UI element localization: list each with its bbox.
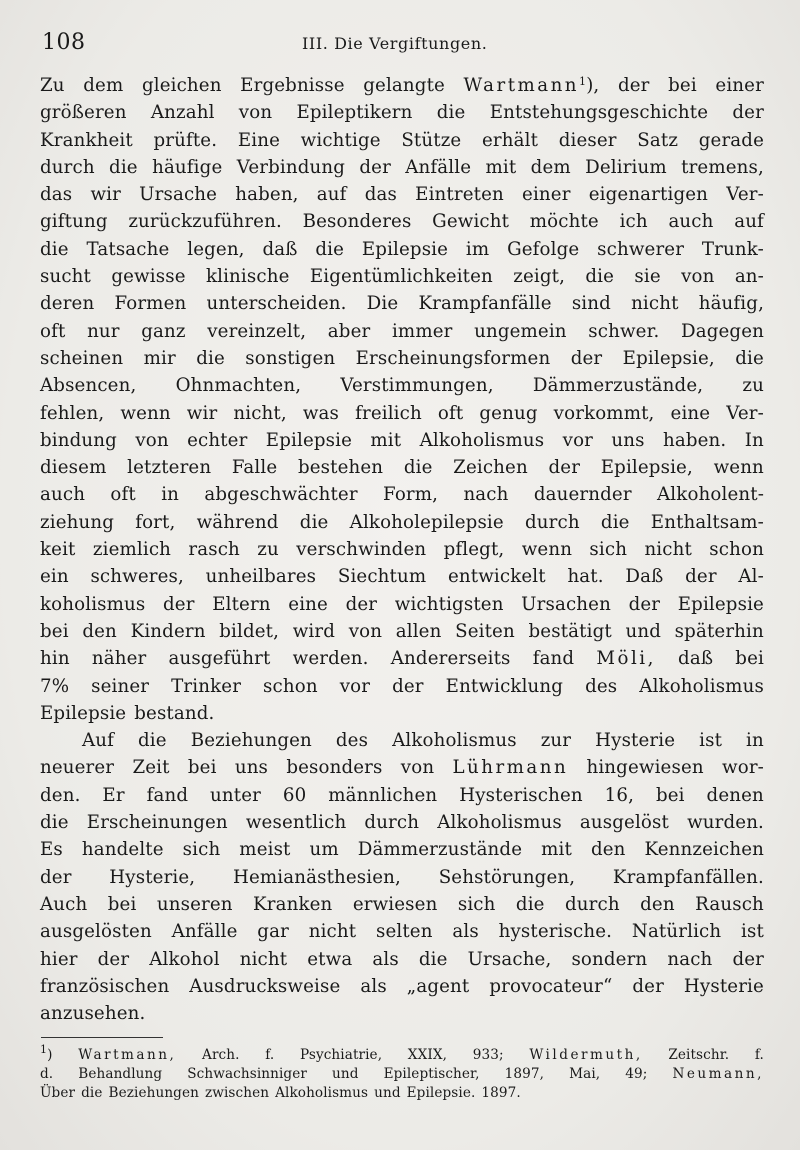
text-line: auch oft in abgeschwächter Form, nach dauernder Alkoholent- bbox=[40, 484, 764, 506]
text-line: ziehung fort, während die Alkoholepilepsie durch die Enthaltsam- bbox=[40, 511, 764, 533]
text-line: ausgelösten Anfälle gar nicht selten als hysterische. Natürlich ist bbox=[40, 921, 764, 943]
page-header bbox=[42, 30, 762, 58]
text-line: diesem letzteren Falle bestehen die Zeichen der Epilepsie, wenn bbox=[40, 457, 764, 479]
text-line: durch die häufige Verbindung der Anfälle mit dem Delirium tremens, bbox=[40, 156, 764, 178]
text-line: Auch bei unseren Kranken erwiesen sich die durch den Rausch bbox=[40, 893, 764, 915]
footnote-line: $^1$) Wartmann, Arch. f. Psychiatrie, XXIX, 933; Wildermuth, Zeitschr. f. bbox=[40, 1043, 764, 1063]
text-line: sucht gewisse klinische Eigentümlichkeiten zeigt, die sie von an- bbox=[40, 266, 764, 288]
text-line: den. Er fand unter 60 männlichen Hysterischen 16, bei denen bbox=[40, 784, 764, 806]
text-line: koholismus der Eltern eine der wichtigsten Ursachen der Epilepsie bbox=[40, 593, 764, 615]
text-line: Auf die Beziehungen des Alkoholismus zur Hysterie ist in bbox=[82, 730, 764, 752]
footnote-line: d. Behandlung Schwachsinniger und Epileptischer, 1897, Mai, 49; Neumann, bbox=[40, 1066, 764, 1083]
text-line: deren Formen unterscheiden. Die Krampfanfälle sind nicht häufig, bbox=[40, 293, 764, 315]
footnote-line: Über die Beziehungen zwischen Alkoholismus und Epilepsie. 1897. bbox=[40, 1085, 521, 1102]
text-line: der Hysterie, Hemianästhesien, Sehstörungen, Krampfanfällen. bbox=[40, 866, 764, 888]
text-line: bei den Kindern bildet, wird von allen Seiten bestätigt und späterhin bbox=[40, 620, 764, 642]
text-line: die Erscheinungen wesentlich durch Alkoholismus ausgelöst wurden. bbox=[40, 812, 764, 834]
text-line: Absencen, Ohnmachten, Verstimmungen, Dämmerzustände, zu bbox=[40, 375, 764, 397]
body-text bbox=[40, 72, 764, 1027]
text-line: hier der Alkohol nicht etwa als die Ursache, sondern nach der bbox=[40, 948, 764, 970]
text-line: scheinen mir die sonstigen Erscheinungsformen der Epilepsie, die bbox=[40, 347, 764, 369]
text-line: fehlen, wenn wir nicht, was freilich oft genug vorkommt, eine Ver- bbox=[40, 402, 764, 424]
text-line: giftung zurückzuführen. Besonderes Gewicht möchte ich auch auf bbox=[40, 211, 764, 233]
text-line: Es handelte sich meist um Dämmerzustände mit den Kennzeichen bbox=[40, 839, 764, 861]
text-line: bindung von echter Epilepsie mit Alkoholismus vor uns haben. In bbox=[40, 429, 764, 451]
footnote-rule bbox=[41, 1037, 163, 1038]
text-line: das wir Ursache haben, auf das Eintreten einer eigenartigen Ver- bbox=[40, 184, 764, 206]
text-line: 7% seiner Trinker schon vor der Entwicklung des Alkoholismus bbox=[40, 675, 764, 697]
running-head: III. Die Vergiftungen. bbox=[302, 34, 488, 53]
text-line: anzusehen. bbox=[40, 1003, 146, 1025]
paragraph bbox=[40, 727, 764, 1027]
footnotes bbox=[40, 1043, 764, 1104]
text-line: keit ziemlich rasch zu verschwinden pflegt, wenn sich nicht schon bbox=[40, 539, 764, 561]
paragraph bbox=[40, 72, 764, 727]
text-line: oft nur ganz vereinzelt, aber immer ungemein schwer. Dagegen bbox=[40, 320, 764, 342]
text-line: Zu dem gleichen Ergebnisse gelangte Wartmann$^1$), der bei einer bbox=[40, 75, 764, 96]
text-line: hin näher ausgeführt werden. Andererseits fand Möli, daß bei bbox=[40, 648, 764, 670]
text-line: Epilepsie bestand. bbox=[40, 702, 215, 724]
text-line: Krankheit prüfte. Eine wichtige Stütze erhält dieser Satz gerade bbox=[40, 129, 764, 151]
text-line: größeren Anzahl von Epileptikern die Entstehungsgeschichte der bbox=[40, 102, 764, 124]
text-line: französischen Ausdrucksweise als „agent provocateur“ der Hysterie bbox=[40, 975, 764, 997]
text-line: neuerer Zeit bei uns besonders von Lührmann hingewiesen wor- bbox=[40, 757, 764, 779]
page-number: 108 bbox=[42, 30, 86, 55]
text-line: ein schweres, unheilbares Siechtum entwickelt hat. Daß der Al- bbox=[40, 566, 764, 588]
text-line: die Tatsache legen, daß die Epilepsie im Gefolge schwerer Trunk- bbox=[40, 238, 764, 260]
